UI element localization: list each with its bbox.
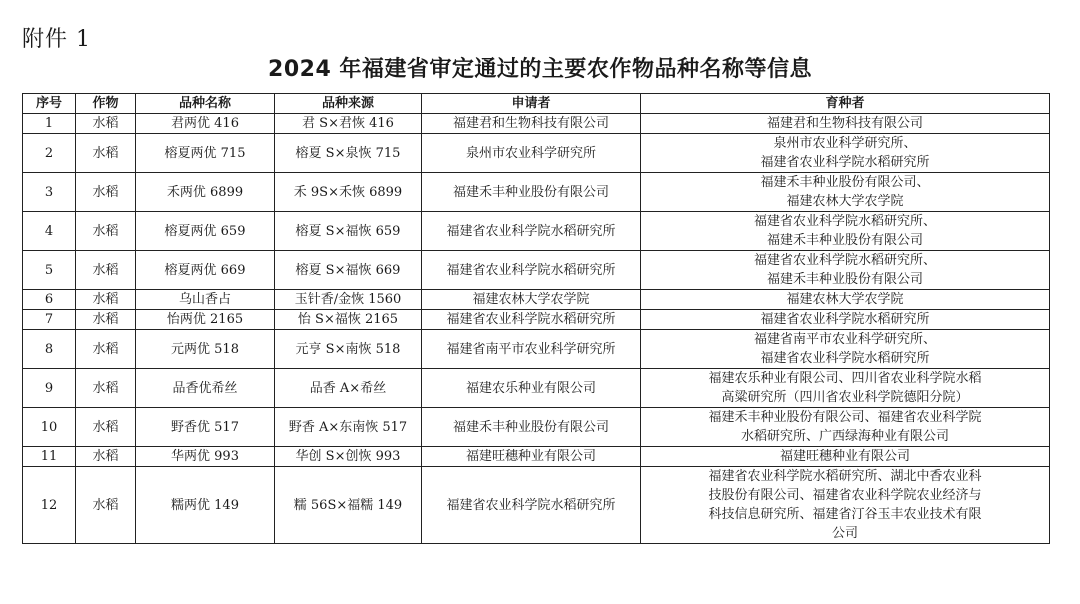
cell-crop: 水稻 bbox=[76, 173, 136, 212]
cell-serial-number: 1 bbox=[23, 114, 76, 134]
cell-variety-name: 华两优 993 bbox=[136, 447, 275, 467]
cell-applicant: 福建禾丰种业股份有限公司 bbox=[422, 408, 641, 447]
document-title: 2024 年福建省审定通过的主要农作物品种名称等信息 bbox=[268, 57, 812, 82]
cell-serial-number: 9 bbox=[23, 369, 76, 408]
breeder-line: 福建省农业科学院水稻研究所 bbox=[760, 155, 930, 170]
table-row bbox=[23, 369, 1050, 408]
cell-applicant: 福建省南平市农业科学研究所 bbox=[422, 330, 641, 369]
header-variety-name: 品种名称 bbox=[136, 94, 275, 114]
cell-variety-name: 品香优希丝 bbox=[136, 369, 275, 408]
breeder-line: 福建农乐种业有限公司、四川省农业科学院水稻 bbox=[708, 371, 982, 386]
breeder-line: 福建君和生物科技有限公司 bbox=[766, 116, 923, 131]
cell-serial-number: 3 bbox=[23, 173, 76, 212]
cell-variety-source: 元亨 S×南恢 518 bbox=[275, 330, 422, 369]
cell-variety-name: 元两优 518 bbox=[136, 330, 275, 369]
cell-crop: 水稻 bbox=[76, 290, 136, 310]
breeder-line: 福建省农业科学院水稻研究所、 bbox=[753, 253, 936, 268]
breeder-line: 福建禾丰种业股份有限公司 bbox=[766, 233, 923, 248]
breeder-line: 高粱研究所（四川省农业科学院德阳分院） bbox=[721, 390, 969, 405]
header-serial-number: 序号 bbox=[23, 94, 76, 114]
header-crop: 作物 bbox=[76, 94, 136, 114]
header-breeder: 育种者 bbox=[641, 94, 1050, 114]
breeder-line: 福建禾丰种业股份有限公司、 bbox=[760, 175, 930, 190]
cell-crop: 水稻 bbox=[76, 134, 136, 173]
table-row bbox=[23, 310, 1050, 330]
cell-crop: 水稻 bbox=[76, 330, 136, 369]
breeder-line: 泉州市农业科学研究所、 bbox=[773, 136, 917, 151]
cell-variety-source: 野香 A×东南恢 517 bbox=[275, 408, 422, 447]
cell-variety-source: 品香 A×希丝 bbox=[275, 369, 422, 408]
breeder-line: 福建省农业科学院水稻研究所 bbox=[760, 312, 930, 327]
breeder-line: 福建省农业科学院水稻研究所 bbox=[760, 351, 930, 366]
cell-crop: 水稻 bbox=[76, 212, 136, 251]
table-row bbox=[23, 173, 1050, 212]
breeder-line: 福建旺穗种业有限公司 bbox=[779, 449, 910, 464]
cell-crop: 水稻 bbox=[76, 369, 136, 408]
cell-applicant: 福建君和生物科技有限公司 bbox=[422, 114, 641, 134]
attachment-label: 附件 1 bbox=[22, 27, 91, 52]
cell-serial-number: 5 bbox=[23, 251, 76, 290]
breeder-line: 福建省农业科学院水稻研究所、湖北中香农业科 bbox=[708, 469, 982, 484]
cell-breeder bbox=[641, 290, 1050, 310]
cell-breeder bbox=[641, 212, 1050, 251]
table-row bbox=[23, 290, 1050, 310]
header-applicant: 申请者 bbox=[422, 94, 641, 114]
cell-serial-number: 10 bbox=[23, 408, 76, 447]
breeder-line: 福建禾丰种业股份有限公司、福建省农业科学院 bbox=[708, 410, 982, 425]
cell-variety-source: 榕夏 S×泉恢 715 bbox=[275, 134, 422, 173]
cell-serial-number: 6 bbox=[23, 290, 76, 310]
table-row bbox=[23, 134, 1050, 173]
variety-info-table bbox=[22, 93, 1050, 544]
cell-breeder bbox=[641, 447, 1050, 467]
breeder-line: 福建省南平市农业科学研究所、 bbox=[753, 332, 936, 347]
breeder-line: 福建禾丰种业股份有限公司 bbox=[766, 272, 923, 287]
cell-applicant: 泉州市农业科学研究所 bbox=[422, 134, 641, 173]
cell-applicant: 福建旺穗种业有限公司 bbox=[422, 447, 641, 467]
cell-breeder bbox=[641, 467, 1050, 544]
cell-variety-source: 君 S×君恢 416 bbox=[275, 114, 422, 134]
cell-variety-name: 野香优 517 bbox=[136, 408, 275, 447]
cell-applicant: 福建省农业科学院水稻研究所 bbox=[422, 251, 641, 290]
cell-serial-number: 12 bbox=[23, 467, 76, 544]
table-row bbox=[23, 447, 1050, 467]
breeder-line: 水稻研究所、广西绿海种业有限公司 bbox=[740, 429, 949, 444]
cell-variety-source: 禾 9S×禾恢 6899 bbox=[275, 173, 422, 212]
cell-variety-source: 榕夏 S×福恢 659 bbox=[275, 212, 422, 251]
cell-crop: 水稻 bbox=[76, 310, 136, 330]
table-row bbox=[23, 114, 1050, 134]
cell-crop: 水稻 bbox=[76, 408, 136, 447]
cell-breeder bbox=[641, 408, 1050, 447]
cell-applicant: 福建省农业科学院水稻研究所 bbox=[422, 310, 641, 330]
cell-variety-source: 榕夏 S×福恢 669 bbox=[275, 251, 422, 290]
table-row bbox=[23, 408, 1050, 447]
breeder-line: 福建农林大学农学院 bbox=[786, 292, 904, 307]
table-body bbox=[23, 114, 1050, 544]
cell-variety-name: 乌山香占 bbox=[136, 290, 275, 310]
cell-applicant: 福建禾丰种业股份有限公司 bbox=[422, 173, 641, 212]
breeder-line: 公司 bbox=[831, 526, 858, 541]
cell-variety-source: 糯 56S×福糯 149 bbox=[275, 467, 422, 544]
table-row bbox=[23, 467, 1050, 544]
cell-variety-name: 怡两优 2165 bbox=[136, 310, 275, 330]
cell-variety-name: 榕夏两优 659 bbox=[136, 212, 275, 251]
cell-variety-name: 禾两优 6899 bbox=[136, 173, 275, 212]
cell-serial-number: 11 bbox=[23, 447, 76, 467]
cell-serial-number: 7 bbox=[23, 310, 76, 330]
header-variety-source: 品种来源 bbox=[275, 94, 422, 114]
cell-applicant: 福建省农业科学院水稻研究所 bbox=[422, 212, 641, 251]
breeder-line: 福建农林大学农学院 bbox=[786, 194, 904, 209]
breeder-line: 科技信息研究所、福建省汀谷玉丰农业技术有限 bbox=[708, 507, 982, 522]
cell-variety-name: 君两优 416 bbox=[136, 114, 275, 134]
cell-breeder bbox=[641, 310, 1050, 330]
cell-breeder bbox=[641, 251, 1050, 290]
cell-applicant: 福建省农业科学院水稻研究所 bbox=[422, 467, 641, 544]
cell-crop: 水稻 bbox=[76, 114, 136, 134]
cell-breeder bbox=[641, 173, 1050, 212]
cell-serial-number: 8 bbox=[23, 330, 76, 369]
table-row bbox=[23, 212, 1050, 251]
cell-variety-name: 糯两优 149 bbox=[136, 467, 275, 544]
cell-applicant: 福建农乐种业有限公司 bbox=[422, 369, 641, 408]
cell-serial-number: 2 bbox=[23, 134, 76, 173]
cell-crop: 水稻 bbox=[76, 467, 136, 544]
cell-crop: 水稻 bbox=[76, 447, 136, 467]
cell-breeder bbox=[641, 114, 1050, 134]
cell-breeder bbox=[641, 134, 1050, 173]
table-row bbox=[23, 251, 1050, 290]
cell-variety-source: 华创 S×创恢 993 bbox=[275, 447, 422, 467]
cell-breeder bbox=[641, 369, 1050, 408]
cell-variety-source: 怡 S×福恢 2165 bbox=[275, 310, 422, 330]
cell-variety-name: 榕夏两优 715 bbox=[136, 134, 275, 173]
table-row bbox=[23, 330, 1050, 369]
cell-variety-source: 玉针香/金恢 1560 bbox=[275, 290, 422, 310]
cell-crop: 水稻 bbox=[76, 251, 136, 290]
cell-serial-number: 4 bbox=[23, 212, 76, 251]
cell-breeder bbox=[641, 330, 1050, 369]
breeder-line: 技股份有限公司、福建省农业科学院农业经济与 bbox=[708, 488, 982, 503]
cell-applicant: 福建农林大学农学院 bbox=[422, 290, 641, 310]
table-header-row bbox=[23, 94, 1050, 114]
breeder-line: 福建省农业科学院水稻研究所、 bbox=[753, 214, 936, 229]
cell-variety-name: 榕夏两优 669 bbox=[136, 251, 275, 290]
